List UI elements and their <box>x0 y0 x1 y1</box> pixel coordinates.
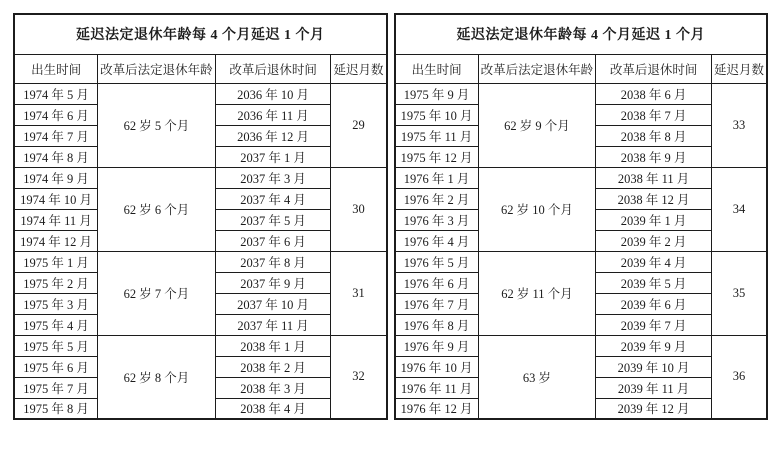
retirement-date-cell: 2039 年 6 月 <box>596 293 712 314</box>
delay-months-cell: 34 <box>711 167 767 251</box>
retirement-date-cell: 2037 年 6 月 <box>215 230 331 251</box>
delay-months-cell: 36 <box>711 335 767 419</box>
birth-date-cell: 1975 年 10 月 <box>395 104 479 125</box>
retirement-date-cell: 2039 年 7 月 <box>596 314 712 335</box>
delay-months-cell: 30 <box>331 167 387 251</box>
retirement-date-cell: 2038 年 8 月 <box>596 125 712 146</box>
birth-date-cell: 1976 年 3 月 <box>395 209 479 230</box>
column-header-row <box>14 54 387 83</box>
table-title: 延迟法定退休年龄每 4 个月延迟 1 个月 <box>14 14 387 54</box>
delay-months-cell: 32 <box>331 335 387 419</box>
birth-date-cell: 1975 年 11 月 <box>395 125 479 146</box>
retirement-date-cell: 2038 年 12 月 <box>596 188 712 209</box>
retirement-date-cell: 2038 年 11 月 <box>596 167 712 188</box>
birth-date-cell: 1975 年 7 月 <box>14 377 98 398</box>
retirement-age-cell: 63 岁 <box>478 335 596 419</box>
table-row <box>395 335 768 356</box>
retirement-date-cell: 2039 年 2 月 <box>596 230 712 251</box>
retirement-date-cell: 2038 年 9 月 <box>596 146 712 167</box>
birth-date-cell: 1975 年 4 月 <box>14 314 98 335</box>
retirement-date-cell: 2036 年 12 月 <box>215 125 331 146</box>
birth-date-cell: 1976 年 9 月 <box>395 335 479 356</box>
retirement-date-cell: 2038 年 4 月 <box>215 398 331 419</box>
retirement-date-cell: 2039 年 1 月 <box>596 209 712 230</box>
table-row <box>14 335 387 356</box>
birth-date-cell: 1975 年 3 月 <box>14 293 98 314</box>
table-body <box>14 83 387 419</box>
retirement-date-cell: 2039 年 11 月 <box>596 377 712 398</box>
retirement-age-cell: 62 岁 7 个月 <box>98 251 216 335</box>
birth-date-cell: 1974 年 5 月 <box>14 83 98 104</box>
birth-date-cell: 1976 年 2 月 <box>395 188 479 209</box>
retirement-age-cell: 62 岁 11 个月 <box>478 251 596 335</box>
table-row <box>395 167 768 188</box>
column-header-1: 改革后法定退休年龄 <box>98 54 216 83</box>
birth-date-cell: 1976 年 4 月 <box>395 230 479 251</box>
column-header-3: 延迟月数 <box>711 54 767 83</box>
tables-container <box>13 13 768 420</box>
retirement-date-cell: 2039 年 9 月 <box>596 335 712 356</box>
retirement-date-cell: 2037 年 9 月 <box>215 272 331 293</box>
table-row <box>14 251 387 272</box>
birth-date-cell: 1975 年 8 月 <box>14 398 98 419</box>
table-row <box>14 167 387 188</box>
retirement-date-cell: 2036 年 11 月 <box>215 104 331 125</box>
retirement-date-cell: 2037 年 4 月 <box>215 188 331 209</box>
table-body <box>395 83 768 419</box>
retirement-date-cell: 2039 年 10 月 <box>596 356 712 377</box>
birth-date-cell: 1976 年 8 月 <box>395 314 479 335</box>
table-title: 延迟法定退休年龄每 4 个月延迟 1 个月 <box>395 14 768 54</box>
column-header-row <box>395 54 768 83</box>
delay-months-cell: 35 <box>711 251 767 335</box>
birth-date-cell: 1975 年 9 月 <box>395 83 479 104</box>
column-header-0: 出生时间 <box>14 54 98 83</box>
retirement-age-cell: 62 岁 9 个月 <box>478 83 596 167</box>
birth-date-cell: 1975 年 12 月 <box>395 146 479 167</box>
retirement-date-cell: 2039 年 5 月 <box>596 272 712 293</box>
retirement-schedule-table-left <box>13 13 388 420</box>
birth-date-cell: 1974 年 8 月 <box>14 146 98 167</box>
birth-date-cell: 1974 年 11 月 <box>14 209 98 230</box>
retirement-date-cell: 2037 年 5 月 <box>215 209 331 230</box>
column-header-2: 改革后退休时间 <box>215 54 331 83</box>
birth-date-cell: 1976 年 10 月 <box>395 356 479 377</box>
table-title-row <box>14 14 387 54</box>
retirement-date-cell: 2038 年 3 月 <box>215 377 331 398</box>
retirement-date-cell: 2038 年 7 月 <box>596 104 712 125</box>
retirement-date-cell: 2036 年 10 月 <box>215 83 331 104</box>
table-row <box>395 251 768 272</box>
retirement-age-cell: 62 岁 5 个月 <box>98 83 216 167</box>
birth-date-cell: 1975 年 1 月 <box>14 251 98 272</box>
delay-months-cell: 29 <box>331 83 387 167</box>
birth-date-cell: 1976 年 1 月 <box>395 167 479 188</box>
table-title-row <box>395 14 768 54</box>
retirement-date-cell: 2037 年 1 月 <box>215 146 331 167</box>
birth-date-cell: 1975 年 5 月 <box>14 335 98 356</box>
column-header-3: 延迟月数 <box>331 54 387 83</box>
birth-date-cell: 1974 年 10 月 <box>14 188 98 209</box>
birth-date-cell: 1974 年 7 月 <box>14 125 98 146</box>
column-header-1: 改革后法定退休年龄 <box>478 54 596 83</box>
column-header-0: 出生时间 <box>395 54 479 83</box>
retirement-date-cell: 2037 年 3 月 <box>215 167 331 188</box>
retirement-date-cell: 2039 年 12 月 <box>596 398 712 419</box>
retirement-date-cell: 2037 年 10 月 <box>215 293 331 314</box>
retirement-date-cell: 2038 年 6 月 <box>596 83 712 104</box>
retirement-date-cell: 2038 年 2 月 <box>215 356 331 377</box>
retirement-age-cell: 62 岁 8 个月 <box>98 335 216 419</box>
retirement-date-cell: 2037 年 8 月 <box>215 251 331 272</box>
delay-months-cell: 31 <box>331 251 387 335</box>
table-row <box>14 83 387 104</box>
retirement-date-cell: 2039 年 4 月 <box>596 251 712 272</box>
birth-date-cell: 1976 年 11 月 <box>395 377 479 398</box>
table-row <box>395 83 768 104</box>
retirement-date-cell: 2037 年 11 月 <box>215 314 331 335</box>
birth-date-cell: 1974 年 12 月 <box>14 230 98 251</box>
birth-date-cell: 1976 年 5 月 <box>395 251 479 272</box>
birth-date-cell: 1975 年 2 月 <box>14 272 98 293</box>
retirement-schedule-table-right <box>394 13 768 420</box>
retirement-age-cell: 62 岁 6 个月 <box>98 167 216 251</box>
delay-months-cell: 33 <box>711 83 767 167</box>
birth-date-cell: 1974 年 9 月 <box>14 167 98 188</box>
birth-date-cell: 1976 年 12 月 <box>395 398 479 419</box>
column-header-2: 改革后退休时间 <box>596 54 712 83</box>
birth-date-cell: 1976 年 6 月 <box>395 272 479 293</box>
retirement-age-cell: 62 岁 10 个月 <box>478 167 596 251</box>
birth-date-cell: 1976 年 7 月 <box>395 293 479 314</box>
birth-date-cell: 1974 年 6 月 <box>14 104 98 125</box>
birth-date-cell: 1975 年 6 月 <box>14 356 98 377</box>
retirement-date-cell: 2038 年 1 月 <box>215 335 331 356</box>
